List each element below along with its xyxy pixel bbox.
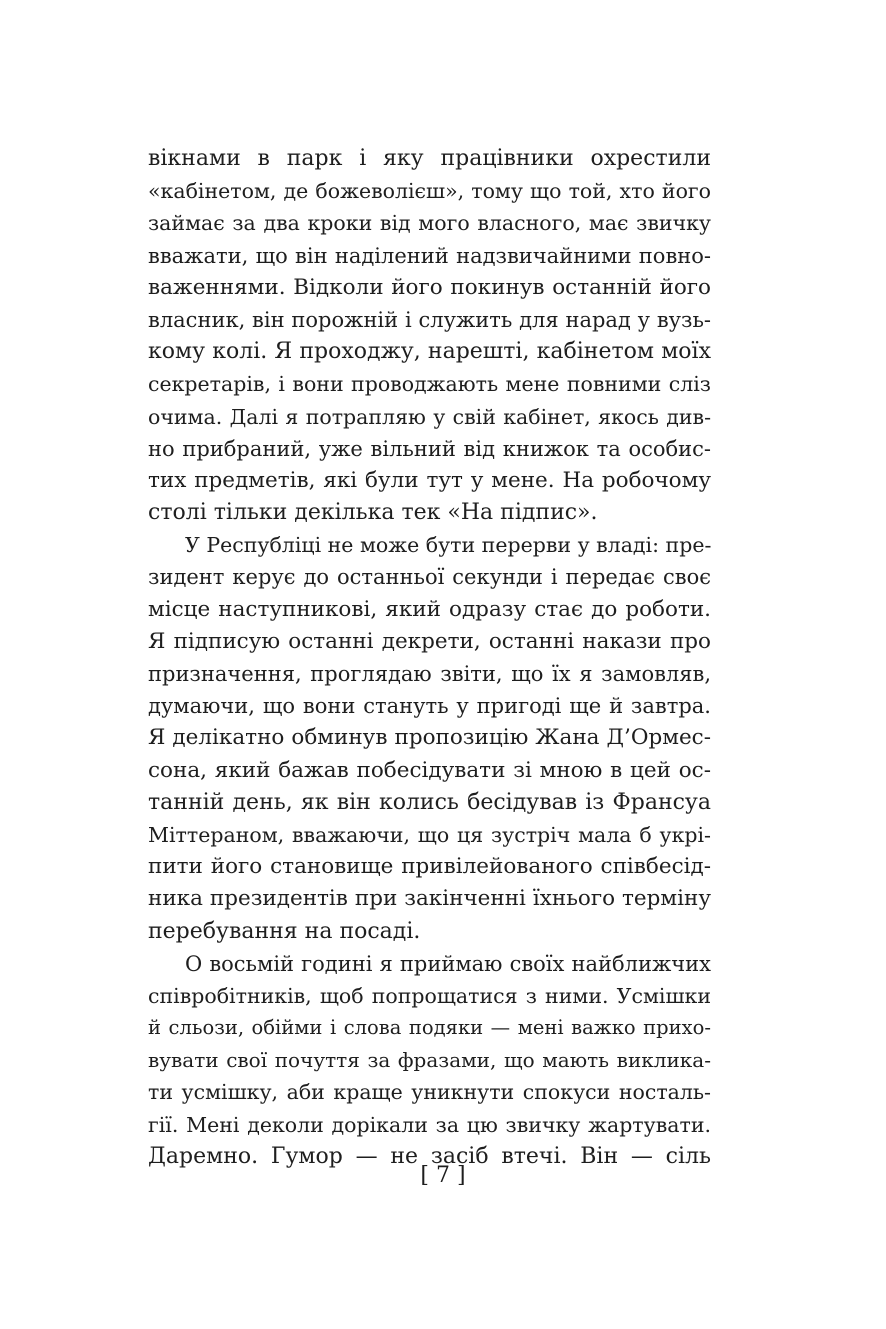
text-line: гії. Мені деколи дорікали за цю звичку жартувати. <box>148 1112 711 1137</box>
text-line: ника президентів при закінченні їхнього терміну <box>148 886 711 912</box>
text-line: тих предметів, які були тут у мене. На робочому <box>148 467 711 493</box>
text-line: сона, який бажав побесідувати зі мною в цей ос- <box>148 757 711 783</box>
text-line: співробітників, щоб попрощатися з ними. Усмішки <box>148 983 711 1008</box>
text-line: вікнами в парк і яку працівники охрестили <box>148 146 711 171</box>
text-line: Даремно. Гумор — не засіб втечі. Він — сіль <box>148 1143 711 1169</box>
text-line: думаючи, що вони стануть у пригоді ще й завтра. <box>148 694 711 719</box>
text-line: вувати свої почуття за фразами, що мають виклика- <box>148 1048 711 1073</box>
page-number: [ 7 ] <box>420 1163 466 1188</box>
text-line: кому колі. Я проходжу, нарешті, кабінетом моїх <box>148 339 711 365</box>
text-line: місце наступникові, який одразу стає до роботи. <box>148 596 711 622</box>
text-line: важеннями. Відколи його покинув останній його <box>148 274 711 300</box>
text-line: пити його становище привілейованого співбесід- <box>148 854 711 880</box>
text-line: но прибраний, уже вільний від книжок та особис- <box>148 436 711 461</box>
text-line: У Республіці не може бути перерви у владі: пре- <box>185 533 712 558</box>
text-line: очима. Далі я потрапляю у свій кабінет, якось див- <box>148 404 711 429</box>
text-line: столі тільки декілька тек «На підпис». <box>148 500 598 526</box>
text-line: перебування на посаді. <box>148 918 421 944</box>
text-line: «кабінетом, де божеволієш», тому що той, хто його <box>148 179 711 204</box>
text-line: зидент керує до останньої секунди і передає своє <box>148 565 711 590</box>
text-line: танній день, як він колись бесідував із Франсуа <box>148 789 711 815</box>
text-line: власник, він порожній і служить для нарад у вузь- <box>148 307 711 332</box>
text-line: й сльози, обійми і слова подяки — мені важко прихо- <box>148 1016 711 1040</box>
text-line: Я підписую останні декрети, останні накази про <box>148 628 711 654</box>
text-line: секретарів, і вони проводжають мене повними сліз <box>148 372 711 397</box>
paragraph-1 <box>148 143 711 529</box>
text-line: займає за два кроки від мого власного, має звичку <box>148 211 711 236</box>
text-line: ти усмішку, аби краще уникнути спокуси носталь- <box>148 1080 711 1105</box>
paragraph-2 <box>148 529 711 947</box>
body-text <box>148 143 711 1173</box>
text-line: Міттераном, вважаючи, що ця зустріч мала б укрі- <box>148 822 711 847</box>
text-line: Я делікатно обминув пропозицію Жана Д’Ормес- <box>148 725 711 751</box>
text-line: вважати, що він наділений надзвичайними повно- <box>148 243 711 268</box>
text-line: призначення, проглядаю звіти, що їх я замовляв, <box>148 662 711 686</box>
paragraph-3 <box>148 948 711 1173</box>
text-line: О восьмій годині я приймаю своїх найближчих <box>185 951 711 976</box>
